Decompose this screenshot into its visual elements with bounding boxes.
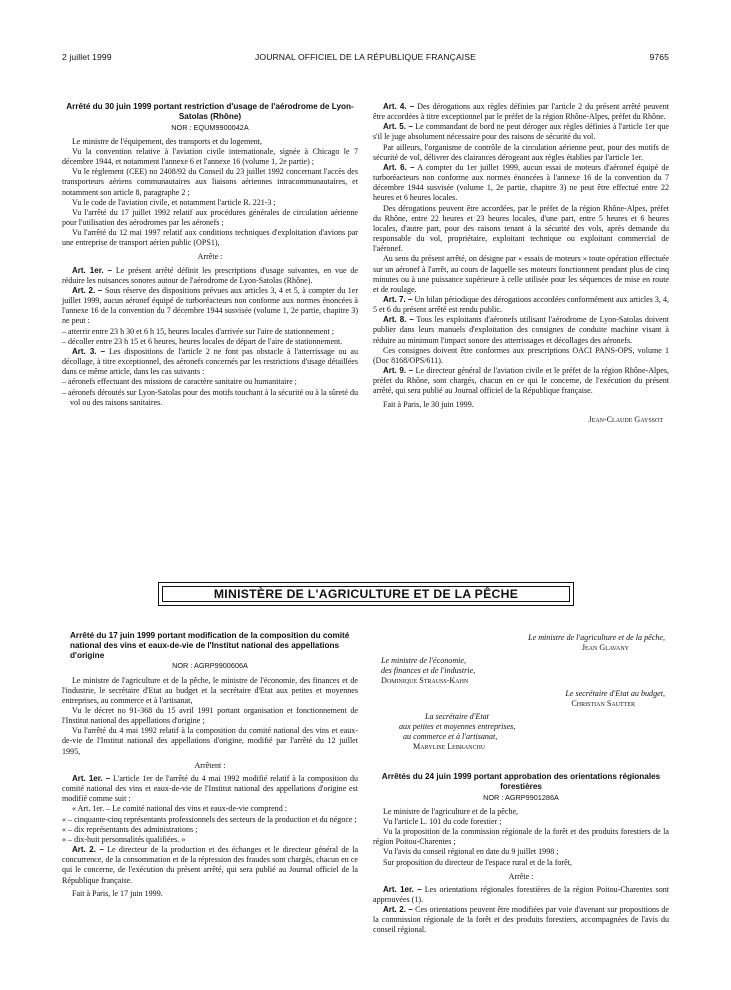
paragraph: Des dérogations peuvent être accordées, par le préfet de la région Rhône-Alpes, préfet du Rhône, entre 22 heures et 23 heures locales, d'une part, entre 5 heures et 6 heures locales, d'autre part, pour des raisons tenant à la sécurité des vols, après demande du responsable du vol, propriétaire, exploitant technique ou exploitant commercial de l'aéronef. <box>373 203 669 254</box>
article-label: Art. 8. – <box>383 315 414 325</box>
visa: Vu la convention relative à l'aviation civile internationale, signée à Chicago le 7 décembre 1944, et notamment l'annexe 6 et l'annexe 16 (volume 1, 2e partie) ; <box>62 146 358 167</box>
list-item: – aéronefs effectuant des missions de caractère sanitaire ou humanitaire ; <box>62 377 297 387</box>
visa: Vu l'arrêté du 17 juillet 1992 relatif aux procédures générales de circulation aérienne pour l'utilisation des aérodromes par les aéronefs ; <box>62 207 358 227</box>
visa: Vu le décret no 91-368 du 15 avril 1991 portant organisation et fonctionnement de l'Institut national des appellations d'origine ; <box>62 706 358 726</box>
article-label: Art. 2. – <box>383 905 413 915</box>
article-text: Tous les exploitants d'aéronefs utilisant l'aérodrome de Lyon-Satolas doivent publier dans leurs manuels d'exploitation des consignes de conduite machine visant à réduire au minimum l'impact sonore des atterrissages et décollages des aéronefs. <box>373 315 669 345</box>
article-7 <box>373 295 669 315</box>
article-3 <box>62 347 358 377</box>
signatory-name: Jean Glavany <box>581 643 629 652</box>
article-text: Un bilan périodique des dérogations accordées conformément aux articles 3, 4, 5 et 6 du présent arrêté est rendu public. <box>373 294 669 315</box>
article-2 <box>62 286 358 327</box>
column-upper-right <box>373 102 669 425</box>
article-2 <box>62 845 358 886</box>
article-text: Des dérogations aux règles définies par l'article 2 du présent arrêté peuvent être accordées à titre exceptionnel par le préfet de la région Rhône-Alpes, préfet du Rhône. <box>373 102 670 122</box>
visa: Vu le règlement (CEE) no 2408/92 du Conseil du 23 juillet 1992 concernant l'accès des transporteurs aériens communautaires aux liaisons aériennes intracommunautaires, et notamment son article 8, paragraphe 2 ; <box>62 167 358 197</box>
ministry-title: MINISTÈRE DE L'AGRICULTURE ET DE LA PÊCHE <box>162 586 570 602</box>
article-2 <box>373 905 669 935</box>
signature-name: Jean-Claude Gayssot <box>588 414 663 424</box>
signature-block <box>373 633 669 752</box>
column-upper-left <box>62 102 358 408</box>
nor-reference: NOR : AGRP9901286A <box>483 792 559 802</box>
arrete-title: Arrêtés du 24 juin 1999 portant approbation des orientations régionales forestières <box>381 772 661 791</box>
article-label: Art. 3. – <box>72 346 106 356</box>
preamble: Le ministre de l'agriculture et de la pêche, le ministre de l'économie, des finances et de l'industrie, le secrétaire d'Etat au budget et la secrétaire d'Etat aux petites et moyennes entreprises, au commerce et à l'artisanat, <box>62 675 358 705</box>
article-text: Les orientations régionales forestières de la région Poitou-Charentes sont approuvées (1). <box>373 884 670 904</box>
signatory-role: Le ministre de l'agriculture et de la pêche, <box>528 633 665 642</box>
list-item: – atterrir entre 23 h 30 et 6 h 15, heures locales d'arrivée sur l'aire de stationnement ; <box>62 326 334 336</box>
list-item: « – cinquante-cinq représentants professionnels des secteurs de la production et du négoce ; <box>62 814 357 824</box>
preamble: Le ministre de l'équipement, des transports et du logement, <box>72 136 263 146</box>
signatory-name: Marylise Lebranchu <box>413 742 486 751</box>
ministry-banner <box>158 582 574 606</box>
article-label: Art. 4. – <box>383 102 415 111</box>
article-text: Les dispositions de l'article 2 ne font pas obstacle à l'atterrissage ou au décollage, à titre exceptionnel, des aéronefs concernés par les restrictions d'usage détaillées dans ce même article, dans les cas suivants : <box>62 346 359 377</box>
article-text: Le présent arrêté définit les prescriptions d'usage suivantes, en vue de réduire les nuisances sonores autour de l'aérodrome de Lyon-Satolas (Rhône). <box>62 265 358 285</box>
list-item: – aéronefs déroutés sur Lyon-Satolas pour des motifs touchant à la sécurité ou à la sûreté du vol ou des raisons sanitaires. <box>62 387 358 407</box>
article-label: Art. 1er. – <box>383 884 422 894</box>
column-lower-left <box>62 631 358 899</box>
article-1 <box>62 266 358 286</box>
visa: Sur proposition du directeur de l'espace rural et de la forêt, <box>383 857 572 867</box>
article-text: Sous réserve des dispositions prévues aux articles 3, 4 et 5, à compter du 1er juillet 1999, aucun aéronef équipé de turboréacteurs non conforme aux normes énoncées à l'annexe 16 de la convention du 7 décembre 1944 susvisée (volume 1, 2e partie, chapitre 3) ne peut : <box>62 285 359 326</box>
article-label: Art. 1er. – <box>72 773 111 783</box>
signatory-role: des finances et de l'industrie, <box>381 666 476 675</box>
article-text: Le directeur de la production et des échanges et le directeur général de la concurrence, de la consommation et de la répression des fraudes sont chargés, chacun en ce qui le concerne, de l'exécution du présent arrêté, qui sera publié au Journal officiel de la République française. <box>62 845 359 885</box>
signatory-role: La secrétaire d'Etat <box>425 712 489 721</box>
nor-reference: NOR : AGRP9900606A <box>172 661 248 671</box>
article-label: Art. 5. – <box>383 122 413 132</box>
signatory-name: Dominique Strauss-Kahn <box>381 676 469 685</box>
article-label: Art. 7. – <box>383 294 413 304</box>
signatory-name: Christian Sautter <box>571 699 635 708</box>
article-9 <box>373 366 669 396</box>
article-label: Art. 2. – <box>72 285 103 295</box>
list-item: « – dix représentants des administrations ; <box>62 824 198 834</box>
arrete-heading: Arrête : <box>508 871 534 881</box>
header-journal-title: JOURNAL OFFICIEL DE LA RÉPUBLIQUE FRANÇAISE <box>255 52 476 62</box>
article-8 <box>373 315 669 345</box>
quoted-article: « Art. 1er. – Le comité national des vins et eaux-de-vie comprend : <box>72 804 287 814</box>
article-text: A compter du 1er juillet 1999, aucun essai de moteurs d'aéronef équipé de turboréacteurs non conforme aux normes énoncées à l'annexe 16 de la convention du 7 décembre 1944 susvisée (volume 1, 2e partie, chapitre 3) ne peut être effectué entre 22 heures et 6 heures locales. <box>373 162 669 203</box>
article-label: Art. 9. – <box>383 366 414 376</box>
signatory-role: au commerce et à l'artisanat, <box>403 732 498 741</box>
article-label: Art. 2. – <box>72 845 104 855</box>
article-text: Ces orientations peuvent être modifiées par voie d'avenant sur propositions de la commission régionale de la forêt et des produits forestiers, accompagnées de l'avis du conseil régional. <box>373 905 669 935</box>
signatory-role: Le ministre de l'économie, <box>381 656 467 665</box>
visa: Vu l'avis du conseil régional en date du 9 juillet 1998 ; <box>383 847 559 857</box>
article-5 <box>373 122 669 142</box>
paragraph: Au sens du présent arrêté, on désigne par « essais de moteurs » toute opération effectuée sur un aéronef à l'arrêt, au cours de laquelle ses moteurs fonctionnent pendant plus de cinq minutes ou à une puissance supérieure à celle utilisée pour les séquences de mise en route et de roulage. <box>373 254 669 294</box>
fait-a-paris: Fait à Paris, le 30 juin 1999. <box>383 399 474 409</box>
article-label: Art. 1er. – <box>72 265 113 275</box>
article-text: Le directeur général de l'aviation civile et le préfet de la région Rhône-Alpes, préfet du Rhône, sont chargés, chacun en ce qui le concerne, de l'exécution du présent arrêté, qui sera publié au Journal officiel de la République française. <box>373 366 669 396</box>
article-1 <box>373 885 669 905</box>
list-item: « – dix-huit personnalités qualifiées. » <box>62 834 186 844</box>
article-text: L'article 1er de l'arrêté du 4 mai 1992 modifié relatif à la composition du comité national des vins et eaux-de-vie de l'Institut national des appellations d'origine est modifié comme suit : <box>62 773 359 804</box>
article-6 <box>373 163 669 204</box>
arrete-heading: Arrête : <box>197 252 223 262</box>
visa: Vu le code de l'aviation civile, et notamment l'article R. 221-3 ; <box>72 197 276 207</box>
visa: Vu l'arrêté du 12 mai 1997 relatif aux conditions techniques d'exploitation d'avions par une entreprise de transport aérien public (OPS1), <box>62 228 358 248</box>
article-1 <box>62 774 358 804</box>
arrete-title: Arrêté du 30 juin 1999 portant restriction d'usage de l'aérodrome de Lyon-Satolas (Rhône) <box>66 102 354 121</box>
signatory-role: aux petites et moyennes entreprises, <box>399 722 516 731</box>
article-4 <box>373 102 669 122</box>
fait-a-paris: Fait à Paris, le 17 juin 1999. <box>72 888 163 898</box>
article-text: Le commandant de bord ne peut déroger aux règles définies à l'article 1er que s'il le juge absolument nécessaire pour des raisons de sécurité du vol. <box>373 122 669 142</box>
header-date: 2 juillet 1999 <box>62 52 112 62</box>
column-lower-right <box>373 772 669 936</box>
article-label: Art. 6. – <box>383 162 415 172</box>
signatory-role: Le secrétaire d'Etat au budget, <box>565 689 665 698</box>
list-item: – décoller entre 23 h 15 et 6 heures, heures locales de départ de l'aire de stationnement. <box>62 336 343 346</box>
paragraph: Par ailleurs, l'organisme de contrôle de la circulation aérienne peut, pour des motifs de sécurité de vol, délivrer des clairances dérogeant aux règles établies par l'article 1er. <box>373 142 669 162</box>
header-page-number: 9765 <box>649 52 669 62</box>
visa: Vu l'article L. 101 du code forestier ; <box>383 816 502 826</box>
visa: Vu l'arrêté du 4 mai 1992 relatif à la composition du comité national des vins et eaux-de-vie de l'Institut national des appellations d'origine, modifié par l'arrêté du 12 juillet 1995, <box>62 726 358 756</box>
paragraph: Ces consignes doivent être conformes aux prescriptions OACI PANS-OPS, volume 1 (Doc 8168/OPS/611). <box>373 345 669 365</box>
arrete-title: Arrêté du 17 juin 1999 portant modification de la composition du comité national des vins et eaux-de-vie de l'Institut national des appellations d'origine <box>70 631 350 660</box>
arretent-heading: Arrêtent : <box>194 760 226 770</box>
visa: Vu la proposition de la commission régionale de la forêt et des produits forestiers de la région Poitou-Charentes ; <box>373 827 669 847</box>
preamble: Le ministre de l'agriculture et de la pêche, <box>383 806 519 816</box>
nor-reference: NOR : EQUM9900042A <box>171 122 249 132</box>
